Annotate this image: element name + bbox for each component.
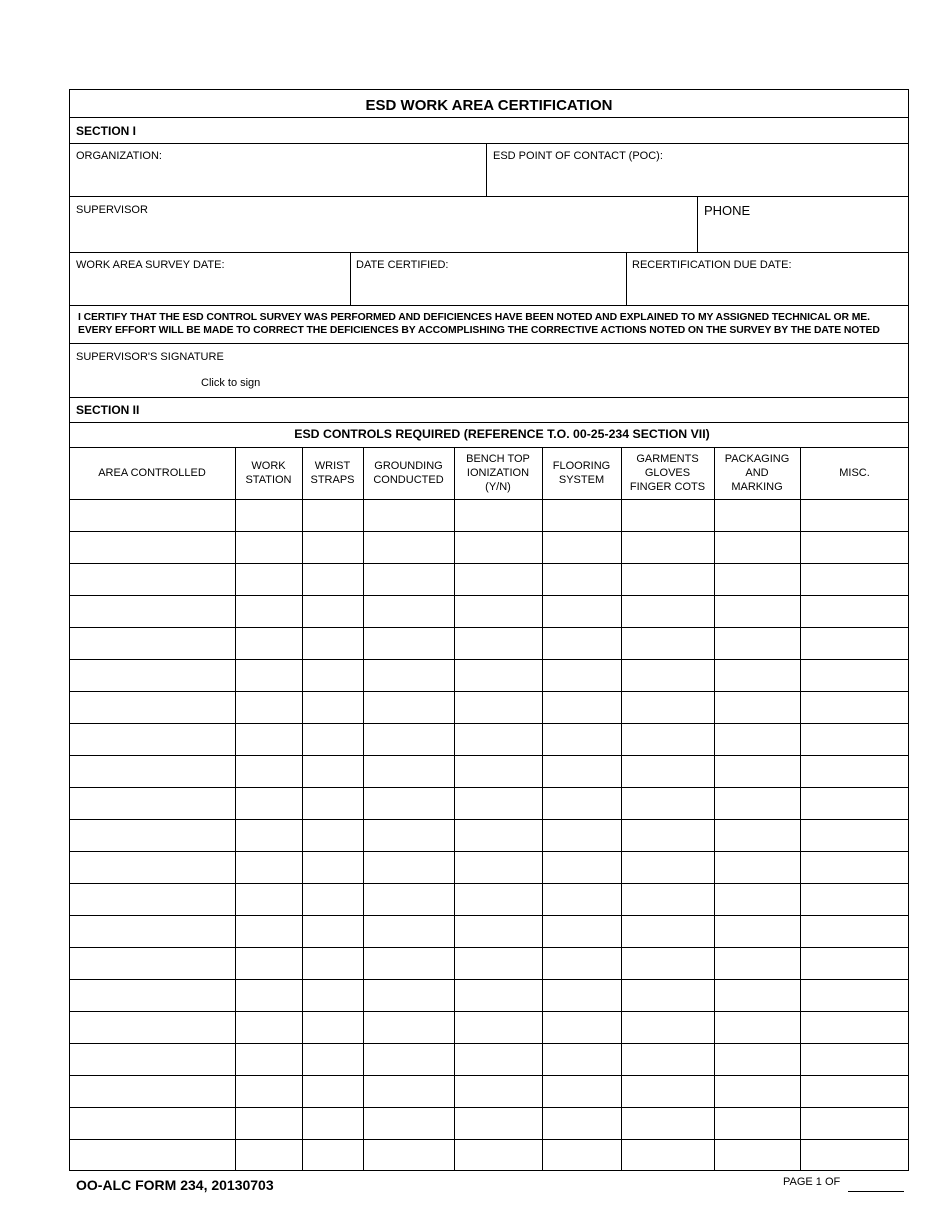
cell-work-station[interactable]	[238, 822, 303, 850]
column-header-line: WORK	[251, 460, 286, 472]
column-header-area-controlled	[69, 447, 235, 499]
table-row	[69, 979, 909, 1011]
certification-line-2: EVERY EFFORT WILL BE MADE TO CORRECT THE DEFICIENCES BY ACCOMPLISHING THE CORRECTIVE ACTIONS NOTED ON THE SURVEY BY THE DATE NOTED	[78, 325, 880, 336]
table-row	[69, 531, 909, 563]
cell-bench-top-ionization[interactable]	[457, 566, 543, 594]
cell-grounding-conducted[interactable]	[366, 1014, 455, 1042]
cell-grounding-conducted[interactable]	[366, 886, 455, 914]
table-row	[69, 851, 909, 883]
cell-wrist-straps[interactable]	[305, 950, 364, 978]
cell-packaging-and-marking[interactable]	[717, 790, 801, 818]
cell-wrist-straps[interactable]	[305, 726, 364, 754]
cell-work-station[interactable]	[238, 502, 303, 530]
cell-garments-gloves-finger-cots[interactable]	[624, 822, 715, 850]
cell-garments-gloves-finger-cots[interactable]	[624, 630, 715, 658]
cell-work-station[interactable]	[238, 790, 303, 818]
cell-grounding-conducted[interactable]	[366, 662, 455, 690]
column-header-packaging-and-marking	[714, 447, 800, 499]
cell-misc[interactable]	[803, 886, 910, 914]
date-certified-label: DATE CERTIFIED:	[356, 259, 449, 271]
cell-packaging-and-marking[interactable]	[717, 1110, 801, 1138]
cell-bench-top-ionization[interactable]	[457, 534, 543, 562]
cell-wrist-straps[interactable]	[305, 566, 364, 594]
cell-flooring-system[interactable]	[545, 726, 622, 754]
cell-wrist-straps[interactable]	[305, 534, 364, 562]
cell-garments-gloves-finger-cots[interactable]	[624, 790, 715, 818]
column-header-line: GROUNDING	[374, 460, 443, 472]
cell-bench-top-ionization[interactable]	[457, 886, 543, 914]
cell-area-controlled[interactable]	[72, 982, 236, 1010]
cell-garments-gloves-finger-cots[interactable]	[624, 662, 715, 690]
signature-field[interactable]: Click to sign	[201, 377, 261, 389]
column-header-misc	[800, 447, 909, 499]
cell-packaging-and-marking[interactable]	[717, 886, 801, 914]
date-certified-input[interactable]	[355, 276, 624, 302]
table-row	[69, 595, 909, 627]
cell-wrist-straps[interactable]	[305, 854, 364, 882]
poc-input[interactable]	[492, 166, 906, 192]
cell-grounding-conducted[interactable]	[366, 598, 455, 626]
cell-work-station[interactable]	[238, 598, 303, 626]
cell-grounding-conducted[interactable]	[366, 854, 455, 882]
table-row	[69, 1075, 909, 1107]
cell-garments-gloves-finger-cots[interactable]	[624, 1142, 715, 1170]
table-row	[69, 499, 909, 531]
cell-grounding-conducted[interactable]	[366, 1078, 455, 1106]
cell-bench-top-ionization[interactable]	[457, 1014, 543, 1042]
controls-title: ESD CONTROLS REQUIRED (REFERENCE T.O. 00-25-234 SECTION VII)	[294, 427, 710, 441]
cell-grounding-conducted[interactable]	[366, 1110, 455, 1138]
cell-bench-top-ionization[interactable]	[457, 1078, 543, 1106]
cell-misc[interactable]	[803, 822, 910, 850]
cell-wrist-straps[interactable]	[305, 1078, 364, 1106]
cell-misc[interactable]	[803, 726, 910, 754]
cell-area-controlled[interactable]	[72, 502, 236, 530]
cell-grounding-conducted[interactable]	[366, 502, 455, 530]
table-row	[69, 1139, 909, 1171]
divider	[69, 397, 909, 398]
cell-misc[interactable]	[803, 662, 910, 690]
divider	[626, 252, 627, 305]
column-header-garments-gloves-finger-cots	[621, 447, 714, 499]
cell-grounding-conducted[interactable]	[366, 982, 455, 1010]
cell-packaging-and-marking[interactable]	[717, 630, 801, 658]
cell-bench-top-ionization[interactable]	[457, 630, 543, 658]
column-header-line: SYSTEM	[558, 474, 605, 486]
divider	[697, 196, 698, 252]
supervisor-input[interactable]	[75, 221, 694, 247]
cell-flooring-system[interactable]	[545, 758, 622, 786]
cell-flooring-system[interactable]	[545, 1014, 622, 1042]
cell-wrist-straps[interactable]	[305, 1142, 364, 1170]
column-header-line: BENCH TOP	[466, 453, 530, 465]
cell-bench-top-ionization[interactable]	[457, 790, 543, 818]
signature-label: SUPERVISOR'S SIGNATURE	[76, 351, 224, 363]
table-row	[69, 1107, 909, 1139]
cell-work-station[interactable]	[238, 1014, 303, 1042]
cell-work-station[interactable]	[238, 1078, 303, 1106]
phone-label: PHONE	[704, 203, 751, 218]
cell-packaging-and-marking[interactable]	[717, 694, 801, 722]
cell-bench-top-ionization[interactable]	[457, 502, 543, 530]
cell-flooring-system[interactable]	[545, 630, 622, 658]
cell-garments-gloves-finger-cots[interactable]	[624, 534, 715, 562]
supervisor-label: SUPERVISOR	[76, 204, 148, 216]
column-header-line: WRIST	[314, 460, 351, 472]
cell-grounding-conducted[interactable]	[366, 918, 455, 946]
column-header-line: IONIZATION	[466, 467, 530, 479]
cell-work-station[interactable]	[238, 758, 303, 786]
cell-wrist-straps[interactable]	[305, 694, 364, 722]
cell-packaging-and-marking[interactable]	[717, 502, 801, 530]
column-header-label	[839, 466, 870, 480]
table-row	[69, 1011, 909, 1043]
cell-misc[interactable]	[803, 854, 910, 882]
cell-wrist-straps[interactable]	[305, 790, 364, 818]
column-header-line: FLOORING	[552, 460, 611, 472]
cell-work-station[interactable]	[238, 726, 303, 754]
cell-garments-gloves-finger-cots[interactable]	[624, 1014, 715, 1042]
table-row	[69, 659, 909, 691]
column-header-line: MISC.	[839, 467, 870, 479]
column-header-flooring-system	[542, 447, 621, 499]
cell-wrist-straps[interactable]	[305, 1014, 364, 1042]
phone-input[interactable]	[703, 221, 907, 247]
cell-grounding-conducted[interactable]	[366, 534, 455, 562]
cell-area-controlled[interactable]	[72, 566, 236, 594]
cell-misc[interactable]	[803, 598, 910, 626]
column-header-line: PACKAGING	[724, 453, 790, 465]
cell-grounding-conducted[interactable]	[366, 822, 455, 850]
cell-garments-gloves-finger-cots[interactable]	[624, 758, 715, 786]
cell-work-station[interactable]	[238, 950, 303, 978]
column-header-line: STATION	[245, 474, 292, 486]
cell-area-controlled[interactable]	[72, 1046, 236, 1074]
cell-flooring-system[interactable]	[545, 854, 622, 882]
column-header-work-station	[235, 447, 302, 499]
column-header-label	[310, 459, 354, 487]
certification-statement	[78, 311, 906, 337]
cell-work-station[interactable]	[238, 854, 303, 882]
cell-garments-gloves-finger-cots[interactable]	[624, 566, 715, 594]
column-header-label	[466, 452, 530, 494]
table-row	[69, 787, 909, 819]
table-row	[69, 947, 909, 979]
cell-packaging-and-marking[interactable]	[717, 1046, 801, 1074]
cell-wrist-straps[interactable]	[305, 822, 364, 850]
cell-packaging-and-marking[interactable]	[717, 598, 801, 626]
cell-wrist-straps[interactable]	[305, 1046, 364, 1074]
column-header-label	[245, 459, 291, 487]
divider	[69, 252, 909, 253]
cell-bench-top-ionization[interactable]	[457, 1142, 543, 1170]
cell-misc[interactable]	[803, 1142, 910, 1170]
cell-flooring-system[interactable]	[545, 662, 622, 690]
cell-wrist-straps[interactable]	[305, 1110, 364, 1138]
cell-garments-gloves-finger-cots[interactable]	[624, 854, 715, 882]
cell-work-station[interactable]	[238, 630, 303, 658]
cell-work-station[interactable]	[238, 662, 303, 690]
divider	[69, 117, 909, 118]
cell-garments-gloves-finger-cots[interactable]	[624, 1078, 715, 1106]
cell-work-station[interactable]	[238, 982, 303, 1010]
column-header-line: FINGER COTS	[629, 481, 706, 493]
cell-grounding-conducted[interactable]	[366, 566, 455, 594]
cell-bench-top-ionization[interactable]	[457, 982, 543, 1010]
cell-misc[interactable]	[803, 630, 910, 658]
cell-bench-top-ionization[interactable]	[457, 1046, 543, 1074]
certification-line-1: I CERTIFY THAT THE ESD CONTROL SURVEY WAS PERFORMED AND DEFICIENCES HAVE BEEN NOTED AND EXPLAINED TO MY ASSIGNED TECHNICAL OR ME.	[78, 312, 870, 323]
cell-misc[interactable]	[803, 502, 910, 530]
column-header-label	[373, 459, 443, 487]
cell-bench-top-ionization[interactable]	[457, 854, 543, 882]
cell-bench-top-ionization[interactable]	[457, 758, 543, 786]
cell-garments-gloves-finger-cots[interactable]	[624, 1046, 715, 1074]
organization-input[interactable]	[75, 166, 484, 192]
cell-flooring-system[interactable]	[545, 1142, 622, 1170]
page-label: PAGE 1 OF	[783, 1176, 841, 1188]
cell-flooring-system[interactable]	[545, 982, 622, 1010]
cell-work-station[interactable]	[238, 918, 303, 946]
cell-grounding-conducted[interactable]	[366, 694, 455, 722]
survey-date-input[interactable]	[75, 276, 347, 302]
recert-date-input[interactable]	[631, 276, 907, 302]
table-row	[69, 723, 909, 755]
cell-bench-top-ionization[interactable]	[457, 822, 543, 850]
cell-packaging-and-marking[interactable]	[717, 566, 801, 594]
cell-misc[interactable]	[803, 694, 910, 722]
divider	[486, 143, 487, 196]
cell-work-station[interactable]	[238, 566, 303, 594]
cell-bench-top-ionization[interactable]	[457, 950, 543, 978]
cell-garments-gloves-finger-cots[interactable]	[624, 886, 715, 914]
cell-misc[interactable]	[803, 950, 910, 978]
poc-label: ESD POINT OF CONTACT (POC):	[493, 150, 663, 162]
table-row	[69, 755, 909, 787]
divider	[69, 422, 909, 423]
cell-area-controlled[interactable]	[72, 1142, 236, 1170]
form-number: OO-ALC FORM 234, 20130703	[76, 1177, 274, 1193]
cell-garments-gloves-finger-cots[interactable]	[624, 1110, 715, 1138]
column-header-line: (Y/N)	[485, 481, 511, 493]
cell-wrist-straps[interactable]	[305, 918, 364, 946]
cell-grounding-conducted[interactable]	[366, 790, 455, 818]
cell-work-station[interactable]	[238, 534, 303, 562]
cell-bench-top-ionization[interactable]	[457, 662, 543, 690]
cell-area-controlled[interactable]	[72, 1014, 236, 1042]
cell-garments-gloves-finger-cots[interactable]	[624, 918, 715, 946]
column-header-line: GARMENTS	[636, 453, 699, 465]
cell-garments-gloves-finger-cots[interactable]	[624, 598, 715, 626]
page-total-underline	[848, 1191, 904, 1192]
cell-misc[interactable]	[803, 918, 910, 946]
cell-bench-top-ionization[interactable]	[457, 1110, 543, 1138]
cell-packaging-and-marking[interactable]	[717, 1142, 801, 1170]
cell-grounding-conducted[interactable]	[366, 950, 455, 978]
divider	[69, 305, 909, 306]
cell-area-controlled[interactable]	[72, 598, 236, 626]
cell-garments-gloves-finger-cots[interactable]	[624, 982, 715, 1010]
cell-flooring-system[interactable]	[545, 534, 622, 562]
cell-wrist-straps[interactable]	[305, 886, 364, 914]
cell-packaging-and-marking[interactable]	[717, 918, 801, 946]
cell-flooring-system[interactable]	[545, 1110, 622, 1138]
cell-grounding-conducted[interactable]	[366, 630, 455, 658]
cell-work-station[interactable]	[238, 694, 303, 722]
cell-flooring-system[interactable]	[545, 566, 622, 594]
cell-flooring-system[interactable]	[545, 694, 622, 722]
cell-flooring-system[interactable]	[545, 1046, 622, 1074]
column-header-wrist-straps	[302, 447, 363, 499]
cell-misc[interactable]	[803, 758, 910, 786]
cell-packaging-and-marking[interactable]	[717, 822, 801, 850]
cell-area-controlled[interactable]	[72, 1110, 236, 1138]
cell-packaging-and-marking[interactable]	[717, 1078, 801, 1106]
cell-area-controlled[interactable]	[72, 886, 236, 914]
column-header-label	[725, 452, 790, 494]
cell-bench-top-ionization[interactable]	[457, 918, 543, 946]
cell-packaging-and-marking[interactable]	[717, 950, 801, 978]
divider	[69, 196, 909, 197]
column-header-label	[630, 452, 705, 494]
cell-area-controlled[interactable]	[72, 1078, 236, 1106]
cell-area-controlled[interactable]	[72, 534, 236, 562]
divider	[69, 143, 909, 144]
column-header-line: AND	[745, 467, 769, 479]
table-row	[69, 1043, 909, 1075]
cell-area-controlled[interactable]	[72, 950, 236, 978]
cell-grounding-conducted[interactable]	[366, 758, 455, 786]
cell-area-controlled[interactable]	[72, 694, 236, 722]
cell-wrist-straps[interactable]	[305, 502, 364, 530]
table-row	[69, 915, 909, 947]
column-header-line: MARKING	[731, 481, 783, 493]
cell-misc[interactable]	[803, 1046, 910, 1074]
cell-packaging-and-marking[interactable]	[717, 982, 801, 1010]
cell-flooring-system[interactable]	[545, 822, 622, 850]
table-row	[69, 819, 909, 851]
cell-area-controlled[interactable]	[72, 790, 236, 818]
organization-label: ORGANIZATION:	[76, 150, 162, 162]
cell-misc[interactable]	[803, 566, 910, 594]
cell-flooring-system[interactable]	[545, 1078, 622, 1106]
cell-misc[interactable]	[803, 534, 910, 562]
column-header-label	[98, 466, 206, 480]
column-header-line: STRAPS	[310, 474, 355, 486]
divider	[69, 343, 909, 344]
column-header-line: GLOVES	[644, 467, 691, 479]
section-1-heading: SECTION I	[76, 124, 137, 138]
survey-date-label: WORK AREA SURVEY DATE:	[76, 259, 225, 271]
cell-bench-top-ionization[interactable]	[457, 726, 543, 754]
cell-flooring-system[interactable]	[545, 886, 622, 914]
form-title: ESD WORK AREA CERTIFICATION	[365, 97, 613, 114]
column-header-bench-top-ionization	[454, 447, 542, 499]
cell-wrist-straps[interactable]	[305, 982, 364, 1010]
cell-packaging-and-marking[interactable]	[717, 534, 801, 562]
cell-misc[interactable]	[803, 1110, 910, 1138]
cell-grounding-conducted[interactable]	[366, 1046, 455, 1074]
cell-flooring-system[interactable]	[545, 918, 622, 946]
cell-wrist-straps[interactable]	[305, 662, 364, 690]
cell-garments-gloves-finger-cots[interactable]	[624, 950, 715, 978]
cell-area-controlled[interactable]	[72, 662, 236, 690]
section-2-heading: SECTION II	[76, 403, 140, 417]
cell-area-controlled[interactable]	[72, 822, 236, 850]
cell-area-controlled[interactable]	[72, 758, 236, 786]
cell-flooring-system[interactable]	[545, 502, 622, 530]
cell-packaging-and-marking[interactable]	[717, 662, 801, 690]
cell-work-station[interactable]	[238, 886, 303, 914]
cell-misc[interactable]	[803, 982, 910, 1010]
table-row	[69, 691, 909, 723]
cell-garments-gloves-finger-cots[interactable]	[624, 726, 715, 754]
cell-flooring-system[interactable]	[545, 790, 622, 818]
divider	[350, 252, 351, 305]
cell-area-controlled[interactable]	[72, 630, 236, 658]
cell-misc[interactable]	[803, 1078, 910, 1106]
cell-packaging-and-marking[interactable]	[717, 854, 801, 882]
cell-misc[interactable]	[803, 790, 910, 818]
column-header-grounding-conducted	[363, 447, 454, 499]
cell-grounding-conducted[interactable]	[366, 726, 455, 754]
cell-packaging-and-marking[interactable]	[717, 758, 801, 786]
cell-area-controlled[interactable]	[72, 726, 236, 754]
column-header-line: CONDUCTED	[373, 474, 444, 486]
column-header-label	[553, 459, 610, 487]
cell-flooring-system[interactable]	[545, 950, 622, 978]
cell-area-controlled[interactable]	[72, 854, 236, 882]
cell-bench-top-ionization[interactable]	[457, 694, 543, 722]
cell-wrist-straps[interactable]	[305, 758, 364, 786]
cell-packaging-and-marking[interactable]	[717, 1014, 801, 1042]
table-row	[69, 883, 909, 915]
cell-work-station[interactable]	[238, 1046, 303, 1074]
cell-flooring-system[interactable]	[545, 598, 622, 626]
cell-wrist-straps[interactable]	[305, 630, 364, 658]
cell-area-controlled[interactable]	[72, 918, 236, 946]
recert-date-label: RECERTIFICATION DUE DATE:	[632, 259, 792, 271]
cell-wrist-straps[interactable]	[305, 598, 364, 626]
cell-garments-gloves-finger-cots[interactable]	[624, 694, 715, 722]
cell-work-station[interactable]	[238, 1110, 303, 1138]
cell-garments-gloves-finger-cots[interactable]	[624, 502, 715, 530]
cell-bench-top-ionization[interactable]	[457, 598, 543, 626]
cell-grounding-conducted[interactable]	[366, 1142, 455, 1170]
cell-misc[interactable]	[803, 1014, 910, 1042]
cell-work-station[interactable]	[238, 1142, 303, 1170]
cell-packaging-and-marking[interactable]	[717, 726, 801, 754]
table-row	[69, 563, 909, 595]
column-header-line: AREA CONTROLLED	[98, 467, 206, 479]
table-row	[69, 627, 909, 659]
